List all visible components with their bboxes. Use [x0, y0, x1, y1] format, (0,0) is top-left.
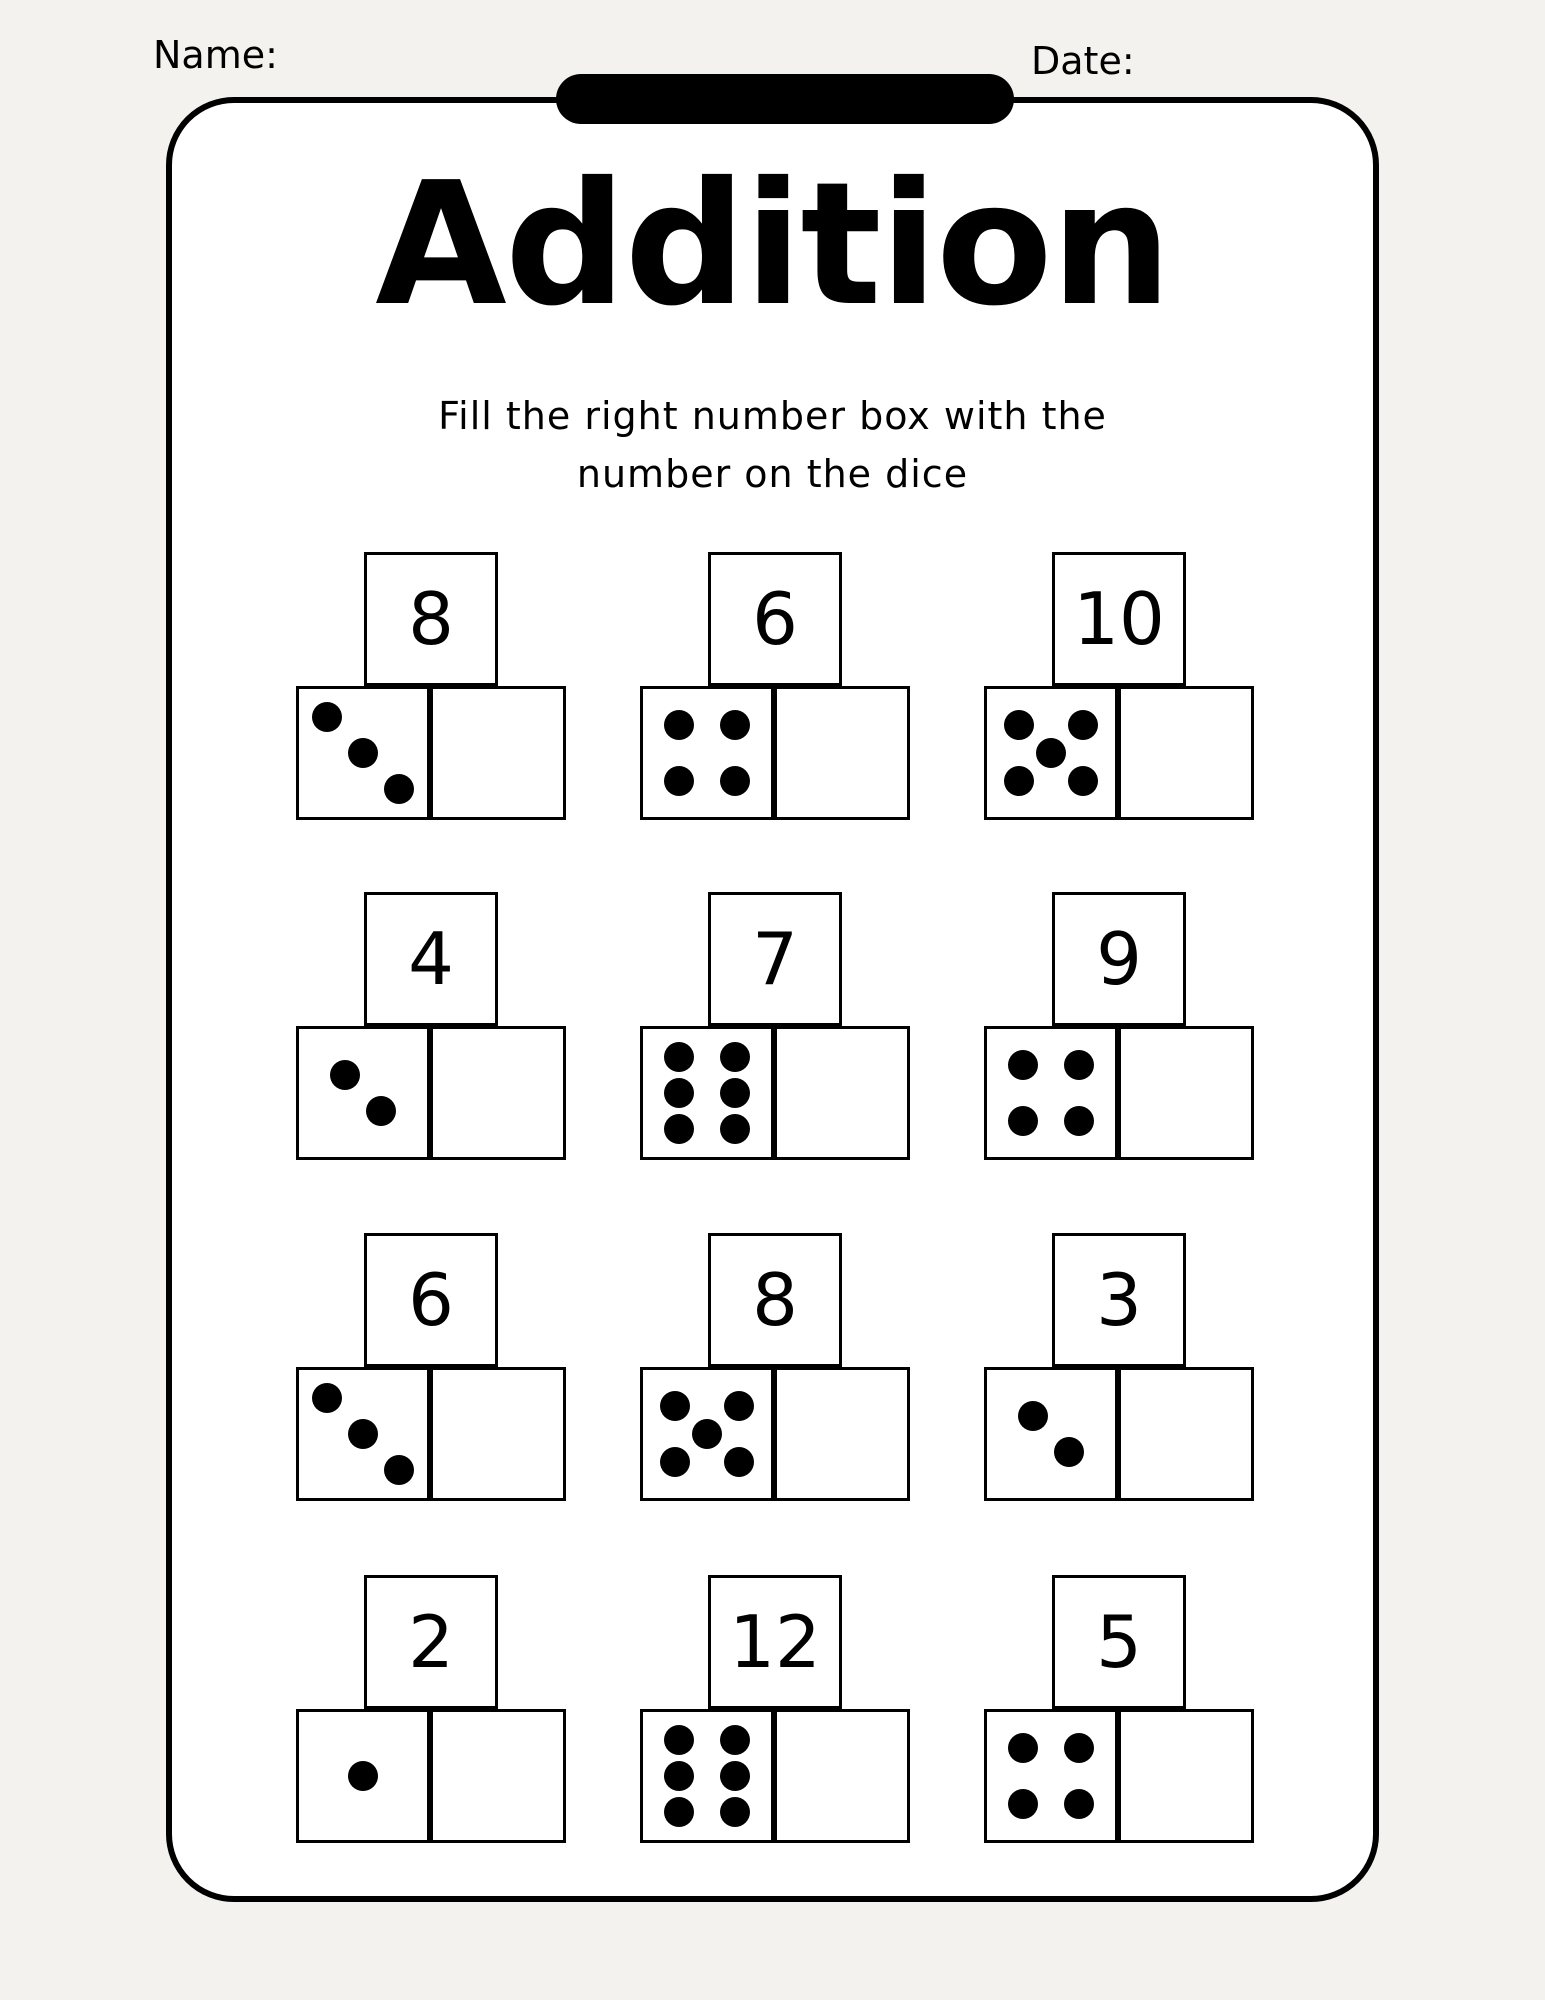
die-pip: [312, 1383, 342, 1413]
problem-3: [984, 552, 1254, 820]
die-pip: [1004, 766, 1034, 796]
die-pip: [660, 1391, 690, 1421]
problem-10: [296, 1575, 566, 1843]
die-pip: [664, 766, 694, 796]
die-pip: [720, 1042, 750, 1072]
die-pip: [720, 1761, 750, 1791]
die-pip: [348, 1419, 378, 1449]
sum-box: 3: [1052, 1233, 1186, 1367]
die-pip: [1004, 710, 1034, 740]
die-pip: [720, 1797, 750, 1827]
die-4-icon: [984, 1026, 1118, 1160]
answer-box[interactable]: [430, 686, 566, 820]
answer-box[interactable]: [1118, 686, 1254, 820]
die-pip: [366, 1096, 396, 1126]
answer-box[interactable]: [774, 1367, 910, 1501]
die-pip: [664, 1078, 694, 1108]
sum-box: 7: [708, 892, 842, 1026]
die-pip: [724, 1447, 754, 1477]
die-5-icon: [984, 686, 1118, 820]
die-pip: [664, 1761, 694, 1791]
answer-box[interactable]: [430, 1709, 566, 1843]
die-pip: [664, 1725, 694, 1755]
die-pip: [1054, 1437, 1084, 1467]
sum-box: 12: [708, 1575, 842, 1709]
problem-7: [296, 1233, 566, 1501]
die-pip: [1064, 1733, 1094, 1763]
sum-box: 6: [364, 1233, 498, 1367]
die-pip: [348, 738, 378, 768]
instruction-line-1: Fill the right number box with the: [438, 394, 1107, 438]
die-pip: [1064, 1050, 1094, 1080]
die-pip: [1018, 1401, 1048, 1431]
sum-box: 8: [708, 1233, 842, 1367]
die-2-icon: [296, 1026, 430, 1160]
die-pip: [664, 1797, 694, 1827]
die-3-icon: [296, 1367, 430, 1501]
die-pip: [1008, 1106, 1038, 1136]
sum-box: 5: [1052, 1575, 1186, 1709]
date-label: Date:: [1031, 39, 1135, 83]
die-pip: [1068, 710, 1098, 740]
die-pip: [348, 1761, 378, 1791]
die-pip: [330, 1060, 360, 1090]
name-label: Name:: [153, 33, 278, 77]
sum-box: 4: [364, 892, 498, 1026]
die-5-icon: [640, 1367, 774, 1501]
die-pip: [720, 1078, 750, 1108]
problem-5: [640, 892, 910, 1160]
die-pip: [692, 1419, 722, 1449]
worksheet-title: Addition: [375, 146, 1170, 344]
sum-box: 2: [364, 1575, 498, 1709]
die-pip: [720, 766, 750, 796]
die-pip: [720, 1114, 750, 1144]
problem-12: [984, 1575, 1254, 1843]
die-1-icon: [296, 1709, 430, 1843]
instruction-line-2: number on the dice: [576, 452, 969, 496]
die-4-icon: [984, 1709, 1118, 1843]
die-pip: [664, 1042, 694, 1072]
problem-1: [296, 552, 566, 820]
problem-2: [640, 552, 910, 820]
sum-box: 10: [1052, 552, 1186, 686]
sum-box: 9: [1052, 892, 1186, 1026]
clipboard-clip: [556, 74, 1014, 124]
answer-box[interactable]: [774, 1026, 910, 1160]
sum-box: 6: [708, 552, 842, 686]
answer-box[interactable]: [1118, 1367, 1254, 1501]
answer-box[interactable]: [430, 1367, 566, 1501]
die-pip: [384, 774, 414, 804]
answer-box[interactable]: [430, 1026, 566, 1160]
die-pip: [664, 710, 694, 740]
die-pip: [1064, 1106, 1094, 1136]
answer-box[interactable]: [774, 686, 910, 820]
die-3-icon: [296, 686, 430, 820]
die-pip: [1064, 1789, 1094, 1819]
die-pip: [724, 1391, 754, 1421]
die-pip: [1036, 738, 1066, 768]
die-pip: [660, 1447, 690, 1477]
problem-4: [296, 892, 566, 1160]
die-pip: [384, 1455, 414, 1485]
problem-6: [984, 892, 1254, 1160]
die-pip: [720, 1725, 750, 1755]
die-pip: [1068, 766, 1098, 796]
die-pip: [1008, 1789, 1038, 1819]
die-4-icon: [640, 686, 774, 820]
problem-9: [984, 1233, 1254, 1501]
die-pip: [720, 710, 750, 740]
die-6-icon: [640, 1709, 774, 1843]
sum-box: 8: [364, 552, 498, 686]
problem-8: [640, 1233, 910, 1501]
die-pip: [664, 1114, 694, 1144]
answer-box[interactable]: [1118, 1709, 1254, 1843]
die-pip: [312, 702, 342, 732]
die-2-icon: [984, 1367, 1118, 1501]
die-pip: [1008, 1050, 1038, 1080]
die-pip: [1008, 1733, 1038, 1763]
answer-box[interactable]: [774, 1709, 910, 1843]
problem-11: [640, 1575, 910, 1843]
die-6-icon: [640, 1026, 774, 1160]
answer-box[interactable]: [1118, 1026, 1254, 1160]
